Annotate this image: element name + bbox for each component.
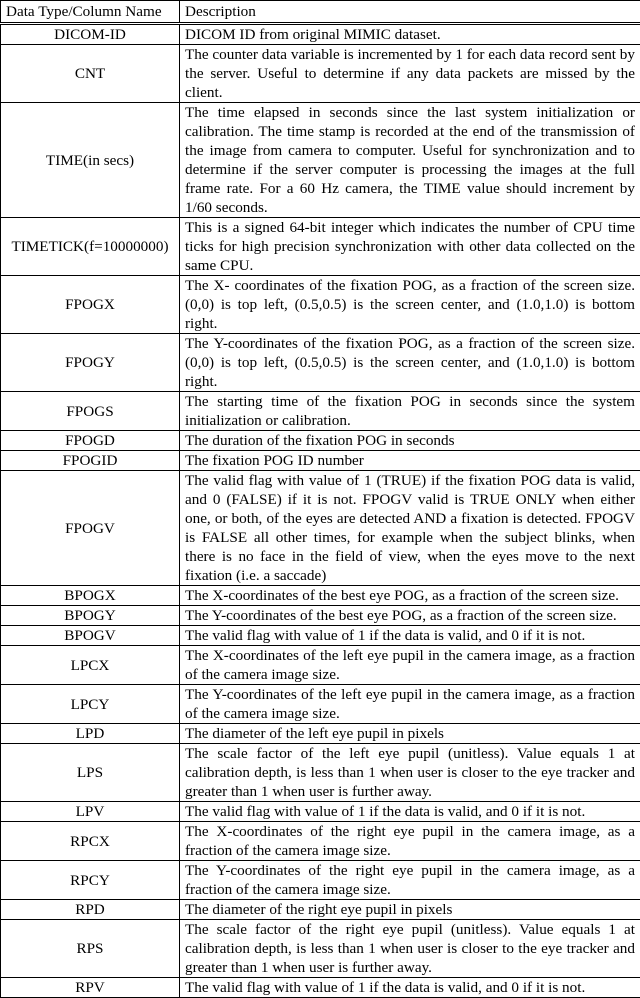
row-name: LPS [1,744,180,802]
row-description: The X-coordinates of the best eye POG, as a fraction of the screen size. [180,586,640,606]
row-name: BPOGV [1,626,180,646]
table-row [1,392,640,431]
table-row [1,802,640,822]
table-row [1,978,640,998]
row-name: CNT [1,45,180,103]
row-name: TIMETICK(f=10000000) [1,218,180,276]
row-name: LPCY [1,685,180,724]
row-description: The valid flag with value of 1 if the data is valid, and 0 if it is not. [180,978,640,998]
table-row [1,24,640,45]
row-name: RPV [1,978,180,998]
table-row [1,861,640,900]
row-name: LPD [1,724,180,744]
column-header-name: Data Type/Column Name [1,1,180,24]
row-description: The Y-coordinates of the left eye pupil in the camera image, as a fraction of the camera image size. [180,685,640,724]
row-name: BPOGY [1,606,180,626]
row-name: FPOGV [1,471,180,586]
table-row [1,431,640,451]
table-body [1,24,640,998]
row-description: The Y-coordinates of the fixation POG, as a fraction of the screen size. (0,0) is top left, (0.5,0.5) is the screen center, and (1.0,1.0) is bottom right. [180,334,640,392]
row-description: The duration of the fixation POG in seconds [180,431,640,451]
table-row [1,276,640,334]
table-row [1,451,640,471]
row-description: DICOM ID from original MIMIC dataset. [180,24,640,45]
table-row [1,45,640,103]
table-row [1,103,640,218]
row-description: The starting time of the fixation POG in seconds since the system initialization or calibration. [180,392,640,431]
row-description: The scale factor of the right eye pupil (unitless). Value equals 1 at calibration depth, is less than 1 when user is closer to the eye tracker and greater than 1 when user is further away. [180,920,640,978]
row-description: The diameter of the right eye pupil in pixels [180,900,640,920]
row-name: FPOGID [1,451,180,471]
row-name: LPCX [1,646,180,685]
row-name: RPS [1,920,180,978]
table-row [1,744,640,802]
table-row [1,685,640,724]
row-name: TIME(in secs) [1,103,180,218]
column-header-description: Description [180,1,640,24]
row-name: FPOGX [1,276,180,334]
row-description: The scale factor of the left eye pupil (unitless). Value equals 1 at calibration depth, is less than 1 when user is closer to the eye tracker and greater than 1 when user is further away. [180,744,640,802]
row-description: The valid flag with value of 1 if the data is valid, and 0 if it is not. [180,802,640,822]
row-description: The valid flag with value of 1 (TRUE) if the fixation POG data is valid, and 0 (FALSE) if it is not. FPOGV valid is TRUE ONLY when either one, or both, of the eyes are detected AND a fixation is detected. FPOGV is FALSE all other times, for example when the subject blinks, when there is no face in the field of view, when the eyes move to the next fixation (i.e. a saccade) [180,471,640,586]
table-row [1,724,640,744]
row-name: RPCY [1,861,180,900]
table-row [1,606,640,626]
table-row [1,900,640,920]
row-name: RPCX [1,822,180,861]
row-name: FPOGY [1,334,180,392]
table-row [1,920,640,978]
row-name: FPOGS [1,392,180,431]
row-description: The X-coordinates of the left eye pupil in the camera image, as a fraction of the camera image size. [180,646,640,685]
table-row [1,646,640,685]
row-description: The Y-coordinates of the right eye pupil in the camera image, as a fraction of the camera image size. [180,861,640,900]
table-row [1,218,640,276]
row-name: FPOGD [1,431,180,451]
table-row [1,334,640,392]
table-header-row [1,1,640,24]
row-description: The counter data variable is incremented by 1 for each data record sent by the server. Useful to determine if any data packets are missed by the client. [180,45,640,103]
row-description: The time elapsed in seconds since the last system initialization or calibration. The time stamp is recorded at the end of the transmission of the image from camera to computer. Useful for synchronization and to determine if the server computer is processing the images at the full frame rate. For a 60 Hz camera, the TIME value should increment by 1/60 seconds. [180,103,640,218]
row-description: The fixation POG ID number [180,451,640,471]
table-row [1,471,640,586]
row-description: The X-coordinates of the right eye pupil in the camera image, as a fraction of the camera image size. [180,822,640,861]
row-description: This is a signed 64-bit integer which indicates the number of CPU time ticks for high precision synchronization with other data collected on the same CPU. [180,218,640,276]
row-name: BPOGX [1,586,180,606]
row-name: RPD [1,900,180,920]
table-row [1,586,640,606]
row-description: The valid flag with value of 1 if the data is valid, and 0 if it is not. [180,626,640,646]
row-name: DICOM-ID [1,24,180,45]
table-row [1,626,640,646]
row-description: The Y-coordinates of the best eye POG, as a fraction of the screen size. [180,606,640,626]
row-description: The diameter of the left eye pupil in pixels [180,724,640,744]
table-row [1,822,640,861]
row-name: LPV [1,802,180,822]
row-description: The X- coordinates of the fixation POG, as a fraction of the screen size. (0,0) is top left, (0.5,0.5) is the screen center, and (1.0,1.0) is bottom right. [180,276,640,334]
